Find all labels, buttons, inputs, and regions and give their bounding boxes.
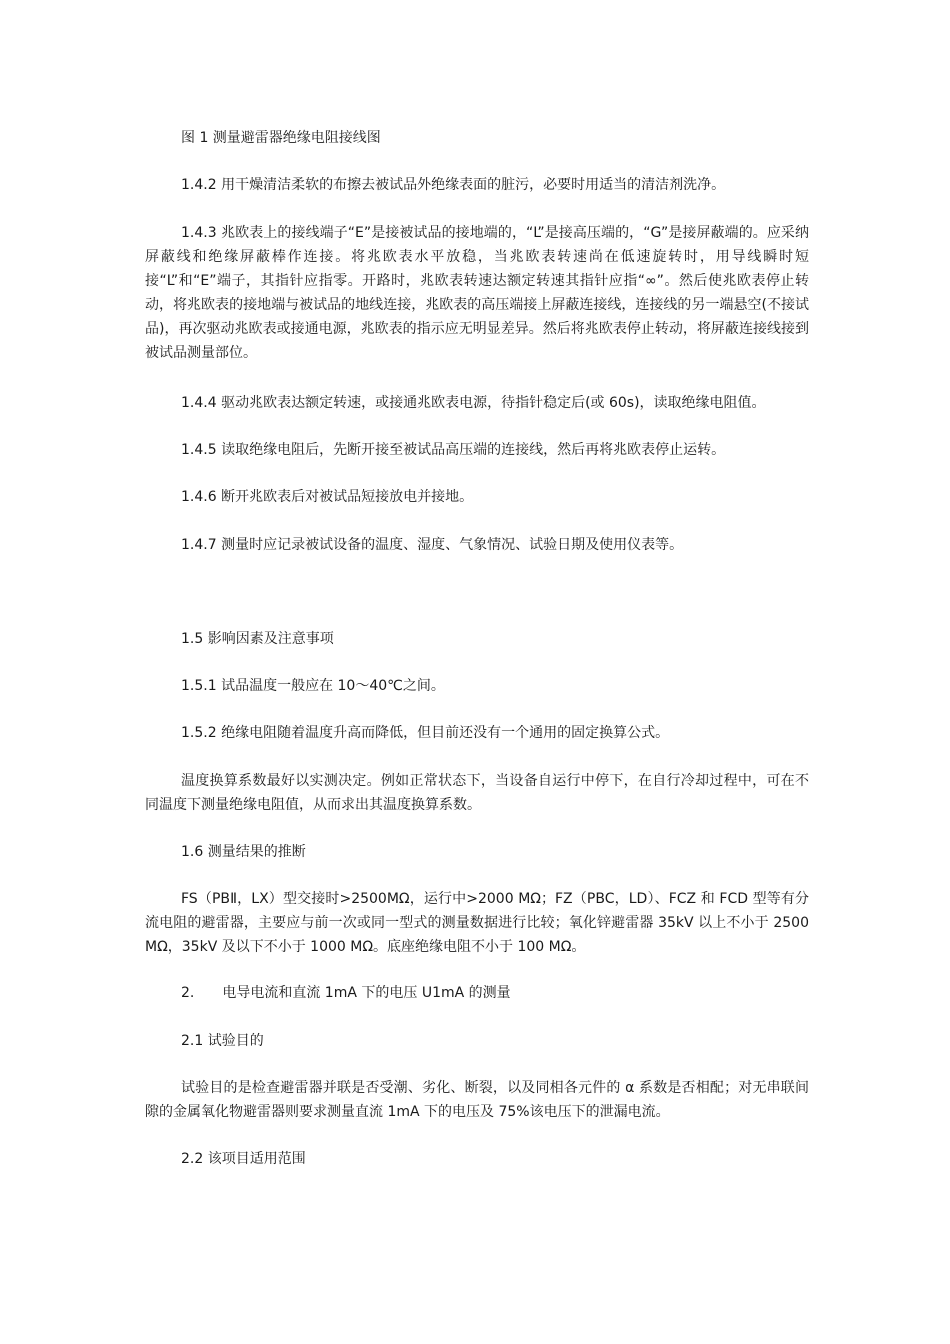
figure-caption: 图 1 测量避雷器绝缘电阻接线图 <box>181 130 381 146</box>
paragraph-1-5-2: 1.5.2 绝缘电阻随着温度升高而降低，但目前还没有一个通用的固定换算公式。 <box>181 725 670 741</box>
paragraph-1-5-1: 1.5.1 试品温度一般应在 10～40℃之间。 <box>181 678 445 694</box>
paragraph-1-4-3: 1.4.3 兆欧表上的接线端子“E”是接被试品的接地端的，“L”是接高压端的，“G”是接屏蔽端的。应采纳屏蔽线和绝缘屏蔽棒作连接。将兆欧表水平放稳，当兆欧表转速尚在低速旋转时，用导线瞬时短接“L”和“E”端子，其指针应指零。开路时，兆欧表转速达额定转速其指针应指“∞”。然后使兆欧表停止转动，将兆欧表的接地端与被试品的地线连接，兆欧表的高压端接上屏蔽连接线，连接线的另一端悬空(不接试品)，再次驱动兆欧表或接通电源，兆欧表的指示应无明显差异。然后将兆欧表停止转动，将屏蔽连接线接到被试品测量部位。 <box>145 225 809 361</box>
paragraph-result-judgement: FS（PBⅡ，LX）型交接时>2500MΩ，运行中>2000 MΩ；FZ（PBC，LD）、FCZ 和 FCD 型等有分流电阻的避雷器，主要应与前一次或同一型式的测量数据进行比较；氧化锌避雷器 35kV 以上不小于 2500 MΩ，35kV 及以下不小于 1000 MΩ。底座绝缘电阻不小于 100 MΩ。 <box>145 891 809 955</box>
paragraph-1-4-2: 1.4.2 用干燥清洁柔软的布擦去被试品外绝缘表面的脏污，必要时用适当的清洁剂洗净。 <box>181 177 726 193</box>
paragraph-1-4-5: 1.4.5 读取绝缘电阻后，先断开接至被试品高压端的连接线，然后再将兆欧表停止运转。 <box>181 442 726 458</box>
section-heading-2: 2. 电导电流和直流 1mA 下的电压 U1mA 的测量 <box>181 985 511 1001</box>
paragraph-1-4-6: 1.4.6 断开兆欧表后对被试品短接放电并接地。 <box>181 489 474 505</box>
paragraph-test-purpose: 试验目的是检查避雷器并联是否受潮、劣化、断裂，以及同相各元件的 α 系数是否相配；对无串联间隙的金属氧化物避雷器则要求测量直流 1mA 下的电压及 75%该电压下的泄漏电流。 <box>145 1080 809 1120</box>
section-heading-1-6: 1.6 测量结果的推断 <box>181 844 306 860</box>
paragraph-1-4-7: 1.4.7 测量时应记录被试设备的温度、湿度、气象情况、试验日期及使用仪表等。 <box>181 537 684 553</box>
section-heading-1-5: 1.5 影响因素及注意事项 <box>181 631 334 647</box>
paragraph-temperature-conversion: 温度换算系数最好以实测决定。例如正常状态下，当设备自运行中停下，在自行冷却过程中，可在不同温度下测量绝缘电阻值，从而求出其温度换算系数。 <box>145 773 809 813</box>
section-heading-2-2: 2.2 该项目适用范围 <box>181 1151 306 1167</box>
section-heading-2-1: 2.1 试验目的 <box>181 1033 264 1049</box>
paragraph-1-4-4: 1.4.4 驱动兆欧表达额定转速，或接通兆欧表电源，待指针稳定后(或 60s)，读取绝缘电阻值。 <box>181 395 766 411</box>
